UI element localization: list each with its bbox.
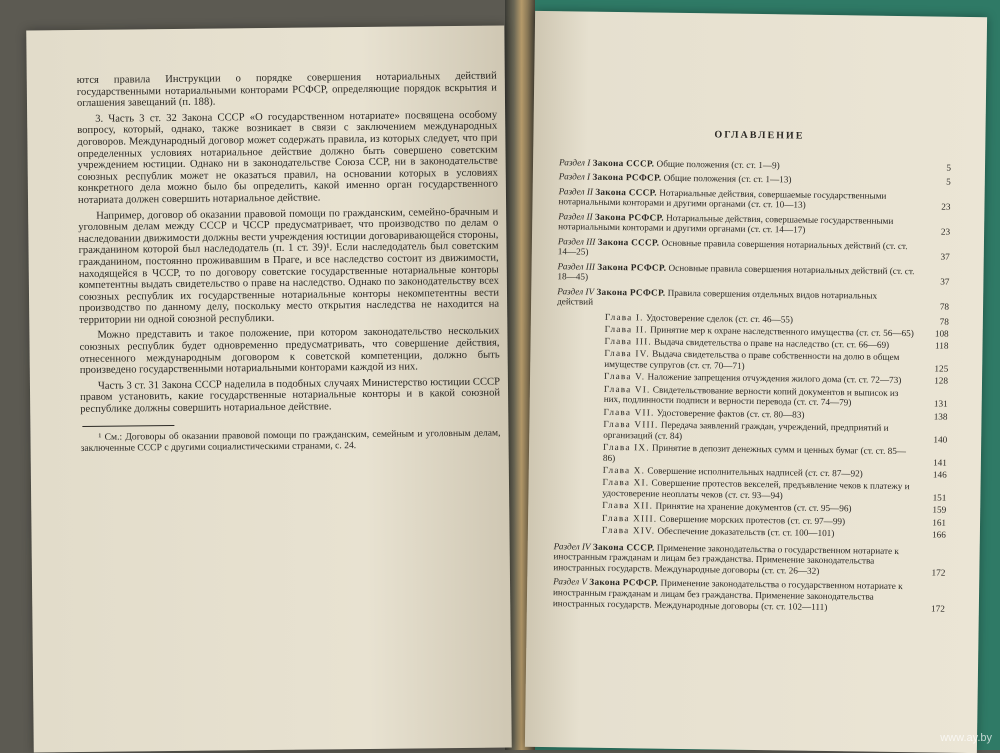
toc-page-number: 5 — [946, 176, 951, 187]
toc-entry-text — [559, 157, 917, 173]
toc-entry-title: Выдача свидетельства о праве на наследство (ст. ст. 66—69) — [654, 336, 890, 351]
toc-section-entry — [558, 186, 950, 213]
toc-page-number: 78 — [939, 316, 949, 327]
toc-entry-title: Принятие на хранение документов (ст. ст. 95—96) — [655, 500, 852, 514]
toc-entry-lead: Закона РСФСР. — [597, 261, 667, 273]
toc-entry-title: Удостоверение сделок (ст. ст. 46—55) — [645, 312, 794, 325]
toc-section-entry — [553, 577, 945, 615]
toc-entry-prefix: Раздел III — [557, 235, 596, 247]
toc-page-number: 151 — [932, 492, 947, 503]
paragraph: 3. Часть 3 ст. 32 Закона СССР «О государственном нотариате» посвящена особому вопросу, который, однако, также возникает в связи с заключением международных договоров. Международный договор может содержать правила, из которых следует, что при определенных условиях нотариальное действие должно быть совершено советским учреждением юстиции. Однако ни в законодательстве Союза ССР, ни в законодательстве союзных республик может не оказаться правил, на основании которых в условиях конкретного дела можно было бы определить, какой именно орган государственного нотариата должен совершить нотариальное действие. — [77, 109, 498, 206]
toc-title: ОГЛАВЛЕНИЕ — [714, 129, 805, 142]
toc-page-number: 108 — [934, 328, 949, 339]
toc-section-entry — [559, 172, 951, 188]
toc-section-entry — [558, 211, 950, 238]
toc-entry-text — [557, 286, 915, 312]
toc-page-number: 172 — [931, 603, 945, 614]
footnote: ¹ См.: Договоры об оказании правовой помощи по гражданским, семейным и уголовным делам, заключенные СССР с другими социалистическими странами, с. 24. — [80, 427, 501, 455]
toc-entry-text — [559, 172, 917, 188]
toc-entry-prefix: Раздел III — [557, 260, 596, 272]
toc-page-number: 118 — [935, 340, 949, 351]
toc-entry-title: Принятие в депозит денежных сумм и ценных бумаг (ст. ст. 85—86) — [602, 442, 907, 463]
toc-entry-lead: Закона РСФСР. — [596, 286, 666, 298]
right-page — [525, 11, 987, 753]
toc-page-number: 23 — [941, 201, 951, 212]
toc-page-number: 23 — [940, 226, 951, 237]
toc-entry-prefix: Глава VIII. — [603, 418, 659, 430]
toc-entry-prefix: Раздел IV — [557, 285, 595, 297]
paragraph: ются правила Инструкции о порядке совершения нотариальных действий государственными нотариальными конторами РСФСР, определяющие порядок вскрытия и оглашения завещаний (п. 188). — [76, 70, 497, 110]
toc-entry-text — [603, 419, 913, 445]
toc-entry-lead: Закона СССР. — [592, 157, 655, 169]
toc-entry-prefix: Раздел II — [558, 185, 594, 197]
toc-page-number: 140 — [933, 434, 948, 445]
toc-entry-text — [553, 577, 911, 614]
toc-page-number: 37 — [940, 251, 950, 262]
toc-page-number: 141 — [933, 457, 947, 468]
table-of-contents — [553, 157, 951, 618]
toc-page-number: 128 — [934, 375, 949, 387]
toc-page-number: 161 — [932, 517, 947, 528]
paragraph: Часть 3 ст. 31 Закона СССР наделила в подобных случаях Министерство юстиции СССР правом установить, какие государственные нотариальные конторы и в какой союзной республике должны совершить нотариальное действие. — [80, 376, 501, 416]
toc-entry-prefix: Глава II. — [604, 323, 648, 335]
toc-entry-prefix: Глава XIII. — [602, 512, 658, 524]
toc-entry-title: Наложение запрещения отчуждения жилого дома (ст. ст. 72—73) — [647, 371, 902, 386]
toc-entry-text — [558, 236, 916, 262]
toc-section-entry — [557, 261, 949, 288]
toc-entry-prefix: Раздел V — [553, 576, 588, 588]
toc-entry-text — [604, 384, 914, 410]
paragraph: Можно представить и такое положение, при котором законодательство нескольких союзных республик будет одновременно предусматривать, что совершение действия, отнесенного международным договором к советской компетенции, должно быть произведено государственными нотариальными конторами каждой из них. — [79, 326, 500, 377]
toc-entry-text — [558, 211, 916, 237]
toc-entry-prefix: Раздел I — [558, 171, 591, 182]
footnote-rule — [82, 425, 174, 427]
toc-entry-title: Основные правила совершения нотариальных действий (ст. ст. 18—45) — [557, 262, 915, 282]
toc-entry-lead: Закона СССР. — [597, 236, 660, 248]
toc-entry-prefix: Глава XII. — [602, 500, 654, 511]
toc-section-entry — [557, 286, 949, 313]
toc-entry-prefix: Раздел IV — [553, 540, 591, 552]
toc-entry-text — [557, 261, 915, 287]
toc-entry-prefix: Глава IV. — [604, 348, 650, 359]
toc-entry-title: Применение законодательства о государственном нотариате к иностранным гражданам и лицам без гражданства. Применение законодательства иностранных государств. Международные договоры (ст. ст. 102—111) — [552, 578, 903, 612]
toc-entry-lead: Закона СССР. — [595, 186, 658, 198]
toc-entry-prefix: Глава I. — [604, 311, 644, 323]
toc-page-number: 159 — [932, 504, 947, 516]
toc-entry-title: Свидетельствование верности копий документов и выписок из них, подлинности подписи и верности перевода (ст. ст. 74—79) — [603, 384, 899, 408]
watermark: www.ay.by — [940, 732, 992, 744]
toc-entry-prefix: Глава V. — [603, 371, 646, 382]
toc-entry-prefix: Глава VI. — [603, 383, 651, 395]
toc-entry-prefix: Глава XIV. — [601, 524, 656, 536]
toc-entry-title: Совершение протестов векселей, предъявление чеков к платежу и удостоверение неоплаты чеков (ст. ст. 93—94) — [602, 477, 910, 501]
toc-entry-title: Нотариальные действия, совершаемые государственными нотариальными конторами и другими органами (ст. ст. 14—17) — [558, 212, 894, 235]
toc-entry-prefix: Глава VII. — [603, 406, 655, 418]
toc-entry-text — [602, 477, 912, 503]
toc-entry-lead: Закона РСФСР. — [592, 171, 662, 183]
left-page-body — [77, 71, 501, 420]
toc-entry-title: Обеспечение доказательств (ст. ст. 100—101) — [657, 525, 835, 539]
toc-entry-title: Совершение морских протестов (ст. ст. 97—99) — [659, 513, 846, 526]
toc-entry-lead: Закона РСФСР. — [594, 211, 664, 223]
toc-entry-prefix: Глава IX. — [603, 441, 650, 453]
toc-entry-title: Основные правила совершения нотариальных действий (ст. ст. 14—25) — [557, 237, 908, 257]
toc-entry-title: Выдача свидетельства о праве собственности на долю в общем имуществе супругов (ст. ст. 70—71) — [604, 349, 900, 372]
toc-entry-title: Удостоверение фактов (ст. ст. 80—83) — [656, 407, 805, 420]
toc-entry-text — [603, 442, 913, 468]
toc-page-number: 146 — [932, 469, 947, 480]
toc-entry-title: Принятие мер к охране наследственного имущества (ст. ст. 56—65) — [650, 324, 914, 339]
toc-entry-lead: Закона РСФСР. — [589, 577, 659, 589]
toc-entry-title: Общие положения (ст. ст. 1—13) — [663, 172, 792, 185]
toc-page-number: 166 — [932, 529, 946, 540]
toc-entry-title: Передача заявлений граждан, учреждений, предприятий и организаций (ст. 84) — [603, 419, 889, 441]
toc-page-number: 78 — [939, 301, 950, 312]
paragraph: Например, договор об оказании правовой помощи по гражданским, семейно-брачным и уголовным делам между СССР и ЧССР предусматривает, что производство по делам о наследовании движимости должны вести учреждения юстиции договаривающейся стороны, гражданином которой был наследодатель (п. 1 ст. 39)¹. Если наследодатель был советским гражданином, постоянно проживавшим в Праге, и все наследство состоит из движимости, находящейся в ЧССР, то по договору советские государственные нотариальные конторы компетентны выдать свидетельство о праве на наследство. Однако по законодательству всех союзных республик их государственные нотариальные конторы некомпетентны вести производство по данному делу, поскольку место открытия наследства не находится на территории ни одной союзной республики. — [78, 206, 500, 326]
toc-entry-prefix: Раздел I — [558, 157, 591, 168]
toc-entry-text — [553, 541, 911, 578]
toc-entry-prefix: Глава XI. — [602, 477, 650, 488]
toc-page-number: 5 — [946, 162, 952, 173]
toc-page-number: 131 — [933, 398, 948, 410]
toc-entry-text — [604, 348, 914, 374]
toc-section-entry — [558, 236, 950, 263]
toc-entry-title: Нотариальные действия, совершаемые государственными нотариальными конторами и другими органами (ст. ст. 10—13) — [558, 187, 887, 210]
toc-section-entry — [553, 541, 945, 579]
toc-page-number: 37 — [940, 276, 950, 287]
toc-page-number: 125 — [934, 363, 949, 374]
toc-entry-lead: Закона СССР. — [592, 541, 655, 553]
toc-entry-title: Совершение исполнительных надписей (ст. ст. 87—92) — [647, 465, 863, 479]
toc-page-number: 138 — [933, 411, 948, 422]
toc-page-number: 172 — [931, 567, 946, 578]
toc-entry-prefix: Глава X. — [602, 464, 646, 476]
toc-section-entry — [559, 157, 951, 173]
toc-entry-prefix: Раздел II — [558, 210, 593, 222]
toc-entry-title: Правила совершения отдельных видов нотариальных действий — [557, 287, 878, 308]
toc-entry-text — [602, 525, 912, 540]
left-page — [26, 26, 512, 753]
toc-entry-title: Применение законодательства о государственном нотариате к иностранным гражданам и лицам без гражданства. Применение законодательства иностранных государств. Международные договоры (ст. ст. 26—32) — [553, 542, 899, 576]
toc-entry-text — [558, 186, 916, 212]
toc-entry-prefix: Глава III. — [604, 336, 652, 347]
toc-entry-title: Общие положения (ст. ст. 1—9) — [656, 158, 780, 171]
